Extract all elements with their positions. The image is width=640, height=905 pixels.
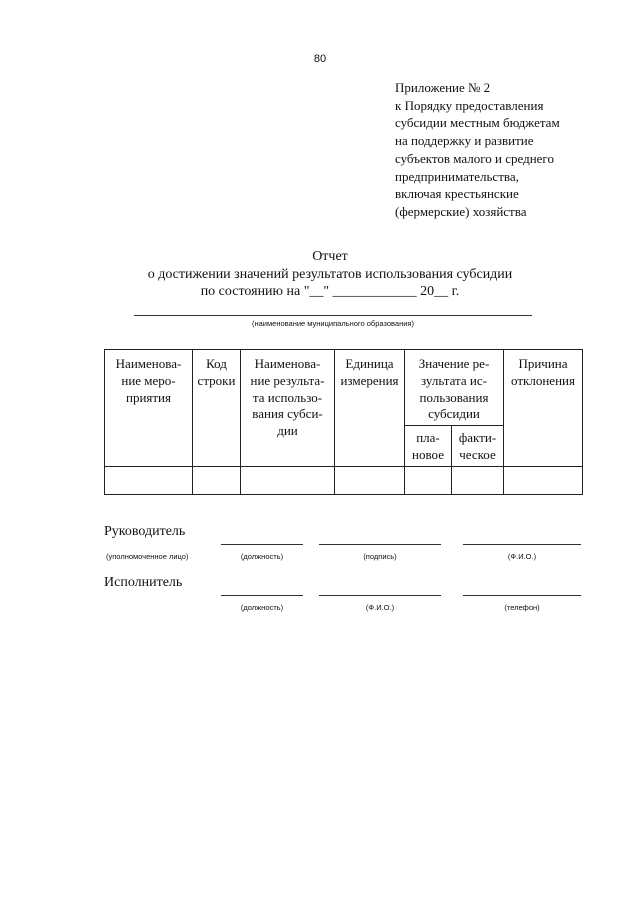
executor-fullname-caption: (Ф.И.О.) [365,603,395,612]
executor-phone-caption: (телефон) [504,603,540,612]
head-sublabel: (уполномоченное лицо) [106,552,189,561]
head-label: Руководитель [104,524,186,539]
appendix-line: включая крестьянские [395,186,519,202]
table-cell[interactable] [105,466,193,494]
report-heading [100,248,560,301]
subheader-planned: пла- новое [405,426,452,467]
table-row [105,466,583,494]
appendix-note [395,79,635,221]
appendix-line: субсидии местным бюджетам [395,115,560,131]
head-fullname-caption: (Ф.И.О.) [507,552,537,561]
head-fullname-line[interactable] [463,544,581,545]
table-cell[interactable] [452,466,504,494]
municipality-caption: (наименование муниципального образования) [252,319,414,328]
appendix-line: Приложение № 2 [395,80,491,95]
header-unit: Единица измерения [335,350,405,467]
head-signature-caption: (подпись) [363,552,397,561]
page-number: 80 [313,53,327,65]
report-subtitle: о достижении значений результатов использования субсидии [147,266,513,282]
head-position-caption: (должность) [240,552,284,561]
header-event-name: Наименова- ние меро- приятия [105,350,193,467]
table-header-row [105,350,583,426]
table-cell[interactable] [241,466,335,494]
table-cell[interactable] [405,466,452,494]
report-date-line: по состоянию на "__" ____________ 20__ г. [200,284,460,299]
appendix-line: (фермерские) хозяйства [395,203,527,219]
table-cell[interactable] [335,466,405,494]
header-row-code: Код строки [193,350,241,467]
head-position-line[interactable] [221,544,303,545]
appendix-line: субъектов малого и среднего [395,150,554,166]
appendix-line: предпринимательства, [395,168,519,184]
header-result-value: Значение ре- зультата ис- пользования субсидии [405,350,504,426]
head-signature-line[interactable] [319,544,441,545]
header-result-name: Наименова- ние результа- та использо- вания субси- дии [241,350,335,467]
appendix-line: на поддержку и развитие [395,133,534,149]
municipality-field-line [134,315,532,316]
executor-fullname-line[interactable] [319,595,441,596]
subheader-actual: факти- ческое [452,426,504,467]
report-title: Отчет [312,249,348,264]
executor-position-line[interactable] [221,595,303,596]
table-cell[interactable] [504,466,583,494]
executor-label: Исполнитель [104,575,183,590]
header-deviation-reason: Причина отклонения [504,350,583,467]
executor-phone-line[interactable] [463,595,581,596]
executor-position-caption: (должность) [240,603,284,612]
report-table [104,349,583,495]
table-cell[interactable] [193,466,241,494]
appendix-line: к Порядку предоставления [395,97,544,113]
